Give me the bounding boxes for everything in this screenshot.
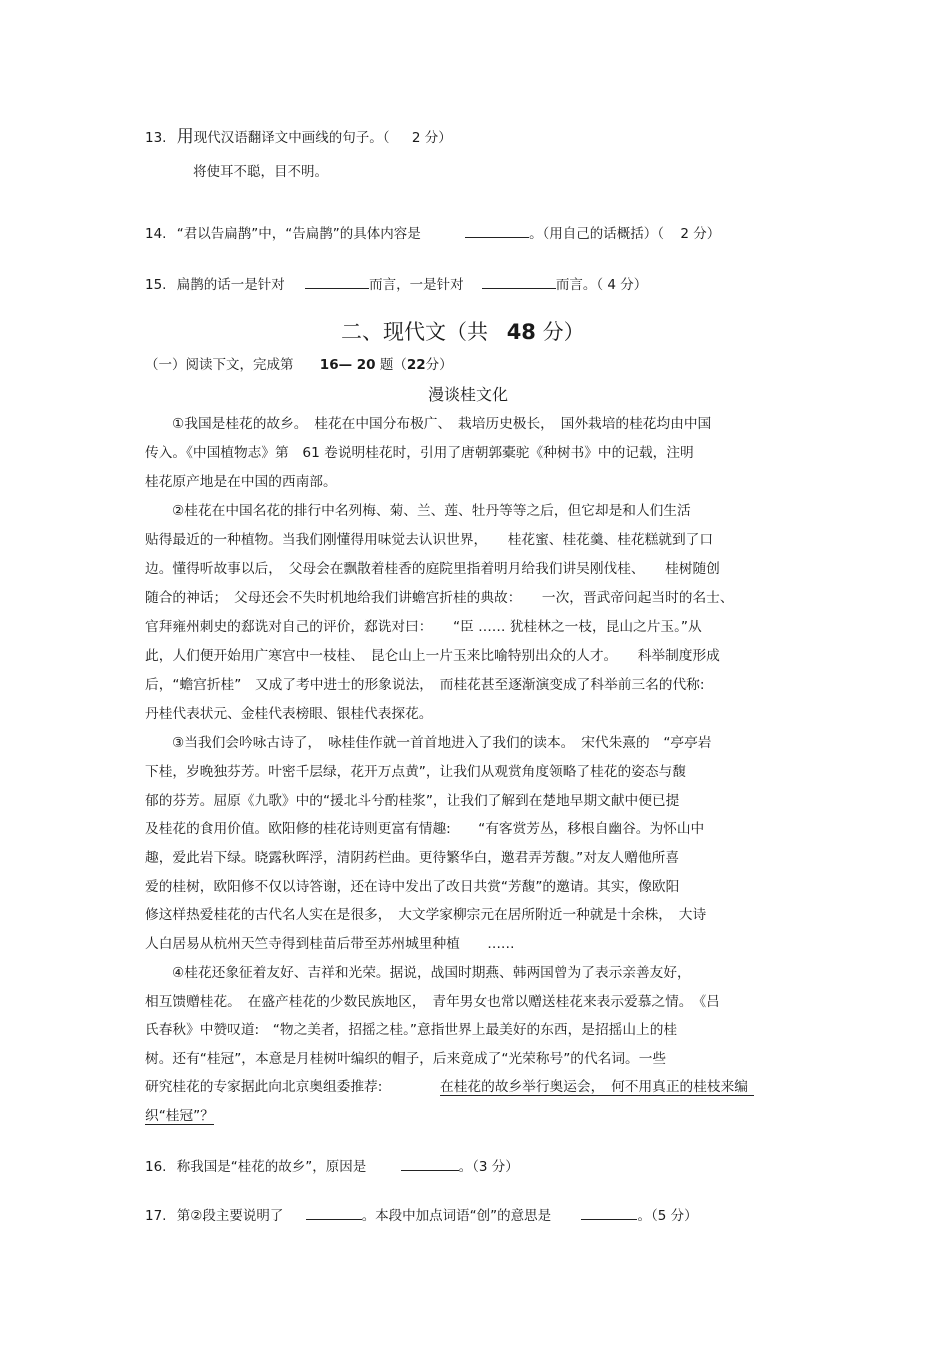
question-14-after: 。（用自己的话概括）（: [529, 226, 665, 242]
article-line: 后，“蟾宫折桂” 又成了考中进士的形象说法， 而桂花甚至逐渐演变成了科举前三名的代称:: [145, 677, 705, 693]
question-16-after: 。（3 分）: [458, 1159, 519, 1175]
question-13-quote: 将使耳不聪，目不明。: [193, 164, 328, 180]
instruction-text: （一）阅读下文，完成第: [145, 357, 294, 373]
article-line: 下桂，岁晚独芬芳。叶密千层绿，花开万点黄”，让我们从观赏角度领略了桂花的姿态与馥: [145, 764, 686, 780]
article-line: 边。懂得听故事以后， 父母会在飘散着桂香的庭院里指着明月给我们讲吴刚伐桂、 桂树随创: [145, 561, 720, 577]
article-line: 贴得最近的一种植物。当我们刚懂得用味觉去认识世界， 桂花蜜、桂花羹、桂花糕就到了口: [145, 532, 714, 548]
article-line: 传入。《中国植物志》第 61 卷说明桂花时，引用了唐朝郭橐驼《种树书》中的记载，注明: [145, 445, 694, 461]
article-line: 及桂花的食用价值。欧阳修的桂花诗则更富有情趣: “有客赏芳丛，移根自幽谷。为怀山中: [145, 821, 705, 837]
answer-blank[interactable]: [581, 1218, 637, 1220]
instruction-range: 16— 20: [319, 357, 376, 373]
article-line: 丹桂代表状元、金桂代表榜眼、银桂代表探花。: [145, 706, 433, 722]
section-title: [341, 316, 585, 346]
question-13-lead: 用: [176, 127, 194, 147]
question-16: [145, 1155, 519, 1175]
answer-blank[interactable]: [401, 1169, 459, 1171]
question-15: [145, 273, 647, 293]
answer-blank[interactable]: [305, 287, 369, 289]
question-15-text: 扁鹊的话一是针对: [176, 277, 285, 293]
article-line: 修这样热爱桂花的古代名人实在是很多， 大文学家柳宗元在居所附近一种就是十余株， 大诗: [145, 907, 707, 923]
question-14-score: 2 分）: [680, 226, 721, 242]
question-13-score: 2 分）: [411, 130, 452, 146]
underlined-sentence: 在桂花的故乡举行奥运会， 何不用真正的桂枝来编: [440, 1075, 754, 1096]
article-line: 相互馈赠桂花。 在盛产桂花的少数民族地区， 青年男女也常以赠送桂花来表示爱慕之情。 《吕: [145, 994, 720, 1010]
article-line: 随合的神话； 父母还会不失时机地给我们讲蟾宫折桂的典故： 一次，晋武帝问起当时的名士、: [145, 590, 734, 606]
underlined-sentence-end: 织“桂冠”？: [145, 1104, 214, 1125]
article-line: ④桂花还象征着友好、吉祥和光荣。据说，战国时期燕、韩两国曾为了表示亲善友好，: [172, 965, 691, 981]
question-number: 15.: [145, 277, 167, 293]
article-line: 官拜雍州刺史的郄诜对自己的评价，郄诜对曰： “臣 …… 犹桂林之一枝，昆山之片玉。”从: [145, 619, 702, 635]
question-17-after: 。（5 分）: [637, 1208, 698, 1224]
article-line: ③当我们会吟咏古诗了， 咏桂佳作就一首首地进入了我们的读本。 宋代朱熹的 “亭亭岩: [172, 735, 712, 751]
article-line: 桂花原产地是在中国的西南部。: [145, 474, 337, 490]
question-15-mid: 而言，一是针对: [369, 277, 464, 293]
article-line: 树。还有“桂冠”，本意是月桂树叶编织的帽子，后来竟成了“光荣称号”的代名词。一些: [145, 1051, 667, 1067]
article-line: 氏春秋》中赞叹道: “物之美者，招摇之桂。”意指世界上最美好的东西，是招摇山上的桂: [145, 1022, 678, 1038]
section-title-unit: 分）: [542, 320, 585, 344]
question-17-text: 第②段主要说明了: [176, 1208, 284, 1224]
article-line: 此，人们便开始用广寒宫中一枝桂、 昆仑山上一片玉来比喻特别出众的人才。 科举制度形成: [145, 648, 720, 664]
instruction-text-3: 分）: [425, 357, 453, 373]
question-14-text: “君以告扁鹊”中，“告扁鹊”的具体内容是: [176, 226, 421, 242]
article-line: 郁的芬芳。屈原《九歌》中的“援北斗兮酌桂浆”，让我们了解到在楚地早期文献中便已提: [145, 793, 680, 809]
question-13: [145, 122, 452, 147]
question-14: [145, 222, 720, 242]
article-line: ①我国是桂花的故乡。 桂花在中国分布极广、 栽培历史极长， 国外栽培的桂花均由中国: [172, 416, 712, 432]
answer-blank[interactable]: [306, 1218, 362, 1220]
article-line: ②桂花在中国名花的排行中名列梅、菊、兰、莲、牡丹等等之后，但它却是和人们生活: [172, 503, 691, 519]
article-title: 漫谈桂文化: [428, 385, 509, 404]
question-number: 17.: [145, 1208, 167, 1224]
question-16-text: 称我国是“桂花的故乡”，原因是: [176, 1159, 367, 1175]
answer-blank[interactable]: [465, 236, 529, 238]
question-13-text: 现代汉语翻译文中画线的句子。（: [193, 130, 390, 146]
question-number: 16.: [145, 1159, 167, 1175]
question-15-after: 而言。（ 4 分）: [555, 277, 648, 293]
instruction-text-2: 题（: [379, 357, 407, 373]
question-number: 13.: [145, 130, 167, 146]
section-title-text: 二、现代文（共: [341, 320, 488, 344]
question-17-mid: 。本段中加点词语“创”的意思是: [361, 1208, 552, 1224]
instruction-score: 22: [406, 357, 426, 373]
section-instruction: [145, 353, 453, 373]
article-line: 爱的桂树，欧阳修不仅以诗答谢，还在诗中发出了改日共赏“芳馥”的邀请。其实，像欧阳: [145, 879, 680, 895]
section-title-score: 48: [506, 320, 536, 344]
article-line: 研究桂花的专家据此向北京奥组委推荐:: [145, 1079, 383, 1095]
article-line: 人白居易从杭州天竺寺得到桂苗后带至苏州城里种植 ……: [145, 936, 515, 952]
answer-blank[interactable]: [482, 287, 556, 289]
question-number: 14.: [145, 226, 167, 242]
article-line: 趣，爱此岩下绿。晓露秋晖浮，清阴药栏曲。更待繁华白，邀君弄芳馥。”对友人赠他所喜: [145, 850, 680, 866]
question-17: [145, 1204, 698, 1224]
